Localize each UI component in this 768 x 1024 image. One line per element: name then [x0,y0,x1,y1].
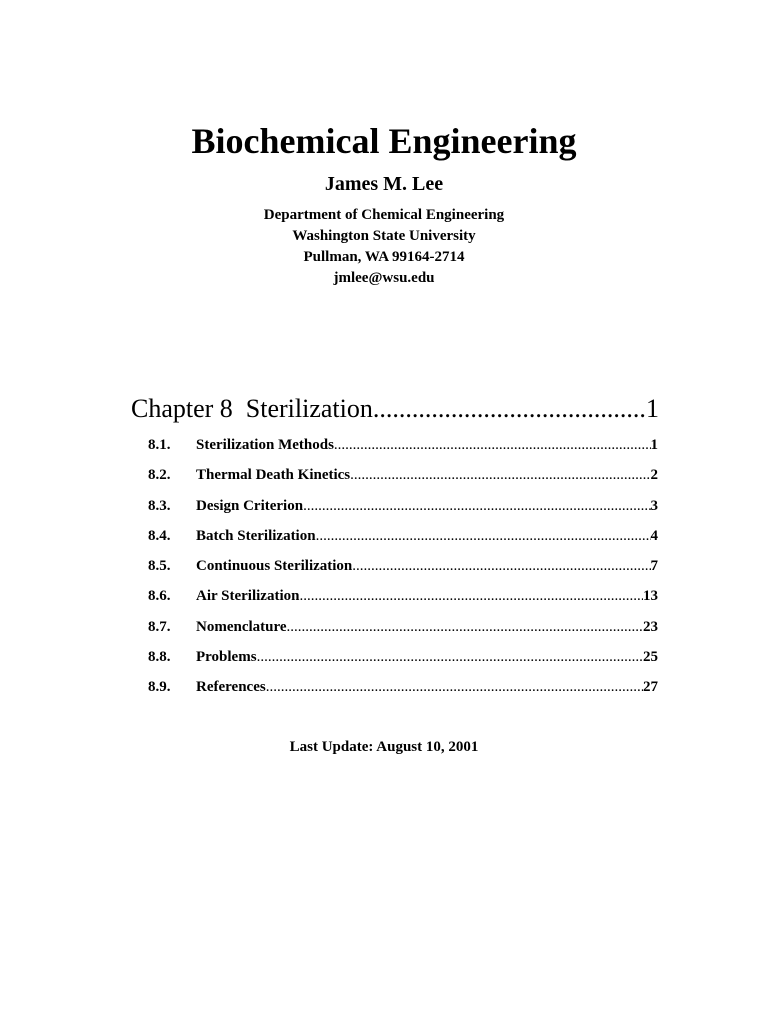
toc-entry [148,612,658,642]
toc-entry-title: Sterilization Methods [196,437,334,453]
toc-entry-page: 4 [650,527,658,544]
toc-entry-number: 8.2. [148,467,171,484]
dot-leader [303,491,650,521]
dot-leader [350,460,650,490]
toc-entry-page: 13 [643,588,658,605]
toc-entry-page: 7 [650,558,658,575]
toc-entry-title: Batch Sterilization [196,527,316,544]
last-update-line: Last Update: August 10, 2001 [289,739,479,755]
dot-leader [287,612,643,642]
dot-leader [266,672,643,702]
email-line: jmlee@wsu.edu [333,270,435,286]
toc-entry-number: 8.9. [148,679,171,696]
toc-entry [148,430,658,460]
dot-leader [373,390,646,428]
toc-entry [148,581,658,611]
toc-entry-page: 27 [643,679,658,696]
chapter-heading [131,390,659,428]
toc-entry-title: References [196,679,266,696]
toc-entry-number: 8.6. [148,588,171,605]
toc-entry [148,521,658,551]
chapter-page-number: 1 [646,394,659,423]
department-line: Department of Chemical Engineering [263,207,505,223]
toc-entry-number: 8.3. [148,497,171,514]
toc-entry-page: 23 [643,618,658,635]
university-line: Washington State University [292,228,476,244]
toc-entry [148,460,658,490]
toc-entry [148,491,658,521]
toc-entry-number: 8.7. [148,618,171,635]
dot-leader [316,521,651,551]
address-line: Pullman, WA 99164-2714 [303,249,465,265]
toc-entry [148,642,658,672]
table-of-contents [148,430,658,703]
toc-entry-number: 8.5. [148,558,171,575]
toc-entry [148,672,658,702]
dot-leader [257,642,643,672]
author-name: James M. Lee [324,173,444,195]
toc-entry-page: 2 [650,467,658,484]
toc-entry-title: Air Sterilization [196,588,300,605]
dot-leader [334,430,651,460]
dot-leader [299,581,643,611]
toc-entry-number: 8.4. [148,527,171,544]
toc-entry-number: 8.8. [148,649,171,666]
toc-entry-title: Design Criterion [196,497,304,514]
toc-entry-page: 25 [643,649,658,666]
toc-entry-page: 1 [650,437,658,453]
toc-entry-title: Nomenclature [196,618,287,635]
dot-leader [352,551,650,581]
toc-entry-page: 3 [650,497,658,514]
toc-entry-title: Continuous Sterilization [196,558,353,575]
affiliation-block [0,205,768,289]
toc-entry-title: Problems [196,649,257,666]
chapter-label: Chapter 8 Sterilization [131,394,373,423]
document-title: Biochemical Engineering [191,121,577,161]
toc-entry-number: 8.1. [148,437,171,453]
toc-entry [148,551,658,581]
toc-entry-title: Thermal Death Kinetics [196,467,351,484]
